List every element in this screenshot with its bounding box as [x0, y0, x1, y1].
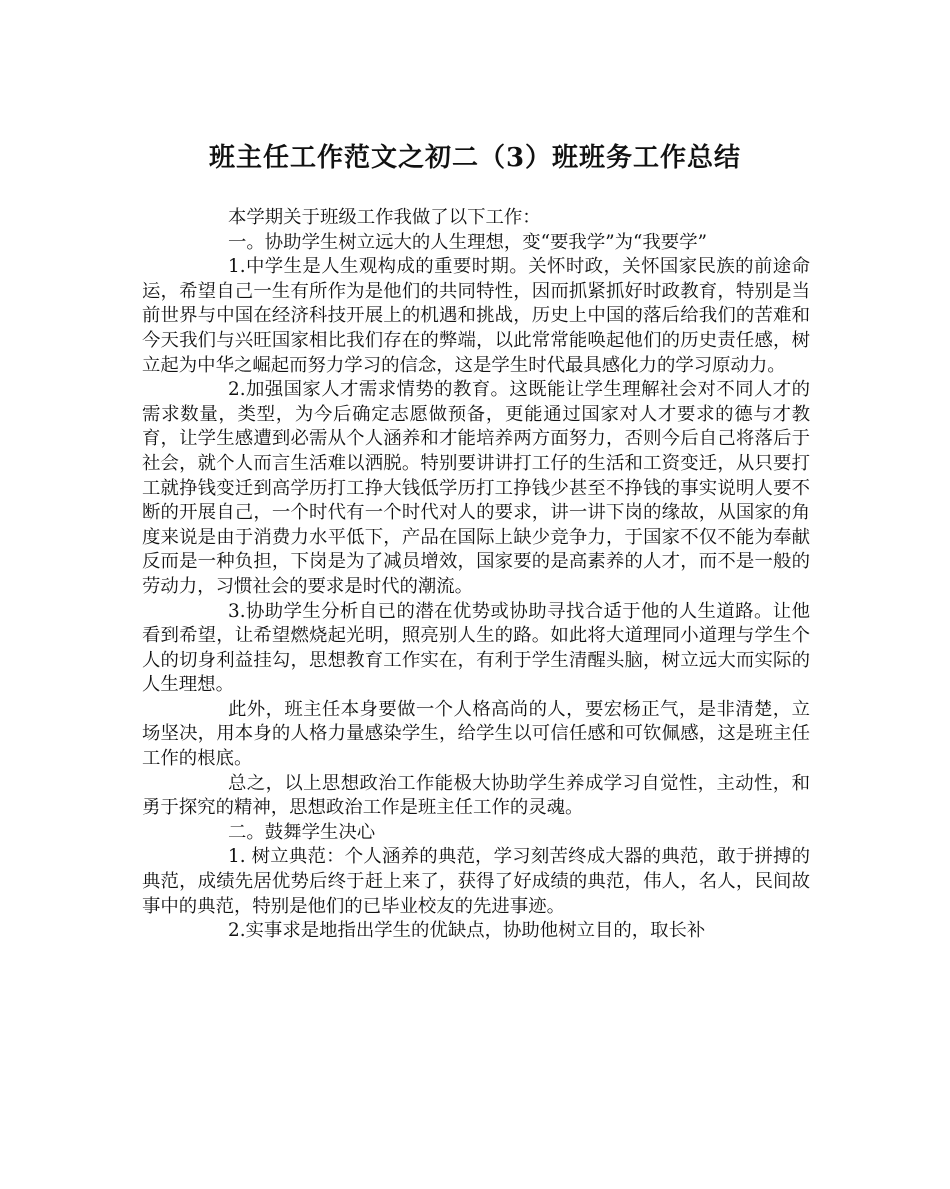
paragraph-item-3: 3.协助学生分析自已的潜在优势或协助寻找合适于他的人生道路。让他看到希望，让希望燃烧起光明，照亮别人生的路。如此将大道理同小道理与学生个人的切身利益挂勾，思想教育工作实在，有利于学生清醒头脑，树立远大而实际的人生理想。: [142, 600, 810, 696]
paragraph-item-1: 1.中学生是人生观构成的重要时期。关怀时政，关怀国家民族的前途命运，希望自己一生有所作为是他们的共同特性，因而抓紧抓好时政教育，特别是当前世界与中国在经济科技开展上的机遇和挑战，历史上中国的落后给我们的苦难和今天我们与兴旺国家相比我们存在的弊端，以此常常能唤起他们的历史责任感，树立起为中华之崛起而努力学习的信念，这是学生时代最具感化力的学习原动力。: [142, 256, 810, 376]
paragraph-item-1b: 1. 树立典范：个人涵养的典范，学习刻苦终成大器的典范，敢于拼搏的典范，成绩先居优势后终于赶上来了，获得了好成绩的典范，伟人，名人，民间故事中的典范，特别是他们的已毕业校友的先进事迹。: [142, 846, 810, 917]
paragraph-item-2b: 2.实事求是地指出学生的优缺点，协助他树立目的，取长补: [228, 920, 706, 942]
paragraph-item-2: 2.加强国家人才需求情势的教育。这既能让学生理解社会对不同人才的需求数量，类型，为今后确定志愿做预备，更能通过国家对人才要求的德与才教育，让学生感遭到必需从个人涵养和才能培养两方面努力，否则今后自己将落后于社会，就个人而言生活难以洒脱。特别要讲讲打工仔的生活和工资变迁，从只要打工就挣钱变迁到高学历打工挣大钱低学历打工挣钱少甚至不挣钱的事实说明人要不断的开展自己，一个时代有一个时代对人的要求，讲一讲下岗的缘故，从国家的角度来说是由于消费力水平低下，产品在国际上缺少竞争力，于国家不仅不能为奉献反而是一种负担，下岗是为了减员增效，国家要的是高素养的人才，而不是一般的劳动力，习惯社会的要求是时代的潮流。: [142, 379, 810, 597]
document-title: 班主任工作范文之初二（3）班班务工作总结: [208, 143, 742, 173]
paragraph-intro: 本学期关于班级工作我做了以下工作：: [228, 207, 541, 228]
document-body: [142, 206, 810, 944]
section-heading-two: 二。鼓舞学生决心: [228, 821, 376, 843]
paragraph-summary: 总之，以上思想政治工作能极大协助学生养成学习自觉性，主动性，和勇于探究的精神，思想政治工作是班主任工作的灵魂。: [142, 772, 810, 819]
section-heading-one: 一。协助学生树立远大的人生理想，变“要我学”为“我要学”: [228, 231, 707, 253]
paragraph-moreover: 此外，班主任本身要做一个人格高尚的人，要宏杨正气，是非清楚，立场坚决，用本身的人格力量感染学生，给学生以可信任感和可钦佩感，这是班主任工作的根底。: [142, 698, 810, 770]
